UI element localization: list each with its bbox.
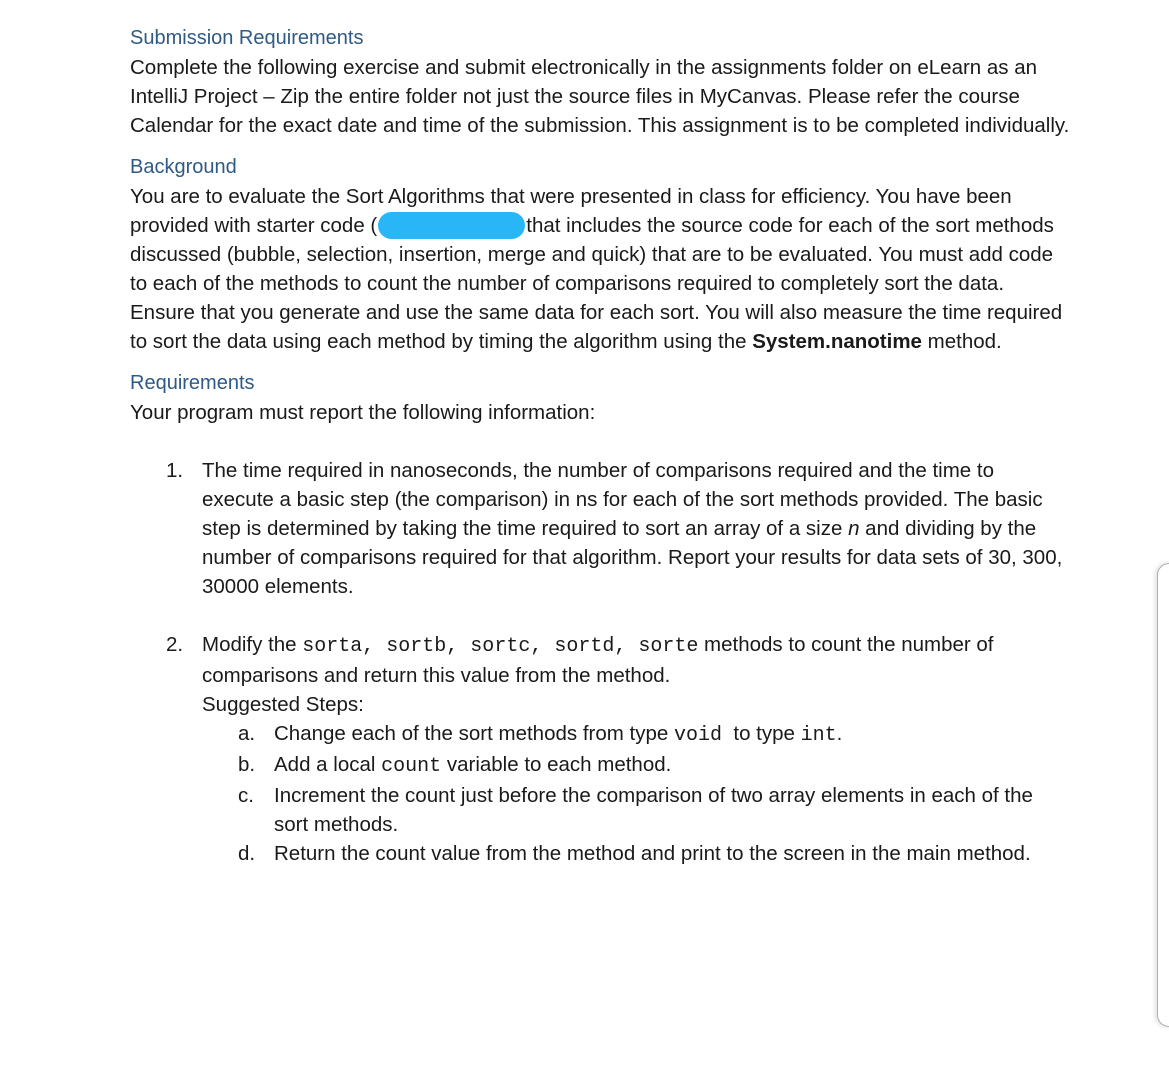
item1-text-pre: The time required in nanoseconds, the number of comparisons required and the time to execute a basic step (the comparison) in ns for each of the sort methods provided. The basic step is determined by taking the time required to sort an array of a size <box>202 459 1043 540</box>
list-number: 2. <box>166 633 184 656</box>
requirements-heading: Requirements <box>130 372 255 394</box>
background-text-part3: method. <box>921 330 1002 353</box>
step-c <box>202 781 1070 839</box>
list-number: 1. <box>166 459 184 482</box>
step-d <box>202 839 1070 868</box>
step-b-code-count: count <box>381 755 442 778</box>
item1-text-post: and dividing by the number of comparisons required for that algorithm. Report your results for data sets of 30, 300, 30000 elements. <box>202 517 1063 598</box>
step-b-pre: Add a local <box>274 753 382 776</box>
item2-code-methods: sorta, sortb, sortc, sortd, sorte <box>302 635 699 658</box>
step-b <box>202 750 1070 781</box>
step-letter: d. <box>238 842 256 865</box>
step-a-post: . <box>836 722 843 745</box>
submission-section <box>130 24 1070 140</box>
background-text <box>130 182 1070 356</box>
requirement-item-2 <box>130 630 1070 868</box>
suggested-steps-list <box>130 719 1070 868</box>
requirements-section <box>130 369 1070 868</box>
item1-variable: n <box>848 517 860 540</box>
step-letter: a. <box>238 722 256 745</box>
submission-heading: Submission Requirements <box>130 27 364 49</box>
background-text-part1: You are to evaluate the Sort Algorithms that were presented in class for efficiency. You have been provided with starter code ( <box>130 185 1012 237</box>
step-a <box>202 719 1070 750</box>
step-d-text: Return the count value from the method and print to the screen in the main method. <box>274 842 1031 865</box>
step-letter: c. <box>238 784 254 807</box>
item2-text-pre: Modify the <box>202 633 303 656</box>
step-a-code-int: int <box>800 724 837 747</box>
requirements-intro: Your program must report the following information: <box>130 401 596 424</box>
step-letter: b. <box>238 753 256 776</box>
requirement-item-1 <box>130 456 1070 601</box>
step-a-pre: Change each of the sort methods from type <box>274 722 674 745</box>
submission-text: Complete the following exercise and submit electronically in the assignments folder on eLearn as an IntelliJ Project – Zip the entire folder not just the source files in MyCanvas. Please refer the course Calendar for the exact date and time of the submission. This assignment is to be completed individually. <box>130 56 1070 137</box>
step-a-mid: to type <box>722 722 801 745</box>
document-page <box>130 24 1070 881</box>
suggested-steps-label: Suggested Steps: <box>202 693 364 716</box>
step-c-text: Increment the count just before the comparison of two array elements in each of the sort methods. <box>274 784 1033 836</box>
redaction-mark <box>378 212 525 239</box>
background-bold-term: System.nanotime <box>752 330 922 353</box>
side-panel-edge[interactable] <box>1157 563 1169 1027</box>
requirements-list <box>130 456 1070 868</box>
background-section <box>130 153 1070 356</box>
background-text-part2: that includes the source code for each of the sort methods discussed (bubble, selection, insertion, merge and quick) that are to be evaluated. You must add code to each of the methods to count the number of comparisons required to completely sort the data. Ensure that you generate and use the same data for each sort. You will also measure the time required to sort the data using each method by timing the algorithm using the <box>130 214 1063 353</box>
step-b-post: variable to each method. <box>441 753 672 776</box>
step-a-code-void: void <box>673 724 722 747</box>
item2-text-post: methods to count the number of comparisons and return this value from the method. <box>202 633 994 687</box>
background-heading: Background <box>130 156 237 178</box>
